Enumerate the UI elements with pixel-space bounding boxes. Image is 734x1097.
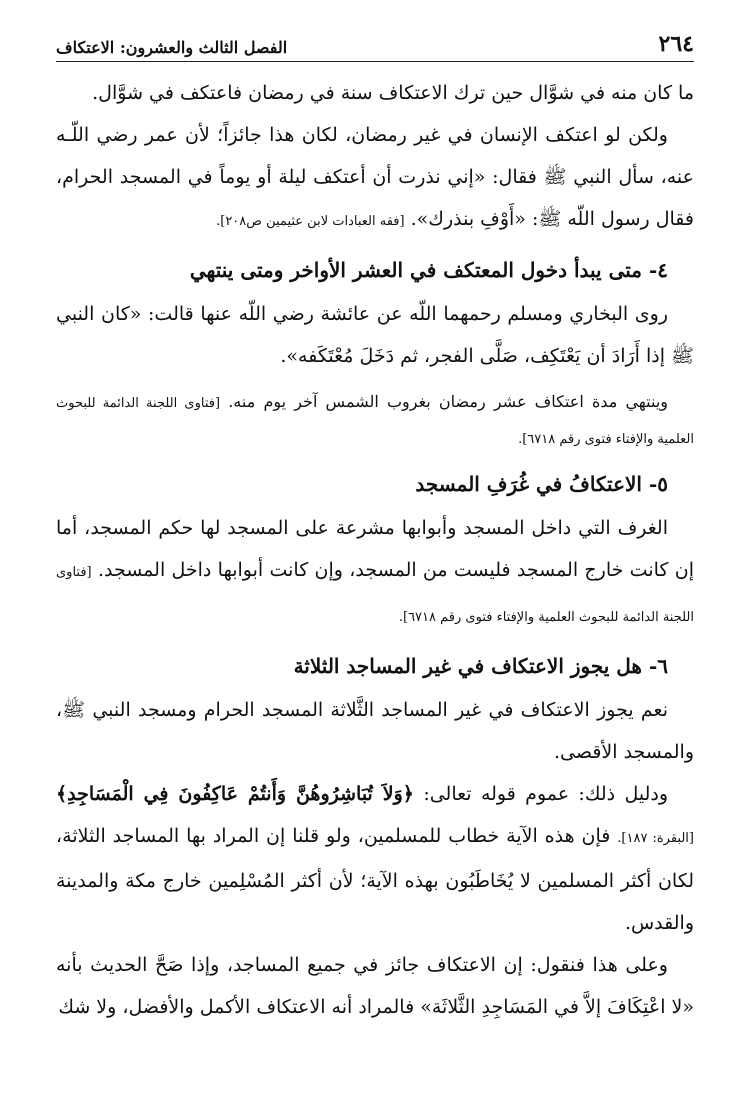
paragraph-5-reference: [فتاوى اللجنة الدائمة للبحوث العلمية والإفتاء فتوى رقم ٦٧١٨]. <box>56 565 694 625</box>
paragraph-2-text: ولكن لو اعتكف الإنسان في غير رمضان، لكان هذا جائزاً؛ لأن عمر رضي اللّـه عنه، سأل النبي ﷺ فقال: «إني نذرت أن أعتكف ليلة أو يوماً في المسجد الحرام، فقال رسول اللّه ﷺ: «أَوْفِ بنذرك». <box>56 124 694 230</box>
paragraph-7 <box>56 773 694 944</box>
paragraph-6: نعم يجوز الاعتكاف في غير المساجد الثَّلاثة المسجد الحرام ومسجد النبي ﷺ، والمسجد الأقصى. <box>56 699 694 763</box>
paragraph-4-reference: [فتاوى اللجنة الدائمة للبحوث العلمية والإفتاء فتوى رقم ٦٧١٨]. <box>56 396 694 447</box>
paragraph-7-rest: فإن هذه الآية خطاب للمسلمين، ولو قلنا إن المراد بها المساجد الثلاثة، لكان أكثر المسلمين لا يُخَاطَبُون بهذه الآية؛ لأن أكثر المُسْلِمين خارج مكة والمدينة والقدس. <box>56 825 694 934</box>
paragraph-7-intro: ودليل ذلك: عموم قوله تعالى: <box>423 783 669 805</box>
section-heading-5: ٥- الاعتكافُ في غُرَفِ المسجد <box>415 472 668 496</box>
page-content <box>56 72 694 1028</box>
running-title: الفصل الثالث والعشرون: الاعتكاف <box>56 38 288 57</box>
paragraph-5-text: الغرف التي داخل المسجد وأبوابها مشرعة على المسجد لها حكم المسجد، أما إن كانت خارج المسجد فليست من المسجد، وإن كانت أبوابها داخل المسجد. <box>56 517 694 581</box>
quran-verse: ﴿وَلاَ تُبَاشِرُوهُنَّ وَأَنتُمْ عَاكِفُونَ فِي الْمَسَاجِدِ﴾ <box>56 783 414 805</box>
paragraph-2 <box>56 114 694 243</box>
paragraph-8: وعلى هذا فنقول: إن الاعتكاف جائز في جميع المساجد، وإذا صَحَّ الحديث بأنه «لا اعْتِكَافَ إلاَّ في المَسَاجِدِ الثَّلاثَة» فالمراد أنه الاعتكاف الأكمل والأفضل، ولا شك <box>56 954 694 1018</box>
paragraph-4 <box>56 385 694 457</box>
section-heading-6: ٦- هل يجوز الاعتكاف في غير المساجد الثلاثة <box>293 654 668 678</box>
paragraph-3: روى البخاري ومسلم رحمهما اللّه عن عائشة رضي اللّه عنها قالت: «كان النبي ﷺ إذا أَرَادَ أن يَعْتَكِف، صَلَّى الفجر، ثم دَخَلَ مُعْتَكَفه». <box>56 303 694 367</box>
paragraph-5 <box>56 507 694 639</box>
page-number: ٢٦٤ <box>658 31 694 57</box>
paragraph-4-text: وينتهي مدة اعتكاف عشر رمضان بغروب الشمس آخر يوم منه. <box>228 392 668 411</box>
page-header <box>56 28 694 62</box>
paragraph-2-reference: [فقه العبادات لابن عثيمين ص٢٠٨]. <box>216 214 405 229</box>
paragraph-7-reference: [البقرة: ١٨٧]. <box>617 831 694 846</box>
paragraph-1: ما كان منه في شوَّال حين ترك الاعتكاف سنة في رمضان فاعتكف في شوَّال. <box>92 82 694 104</box>
section-heading-4: ٤- متى يبدأ دخول المعتكف في العشر الأواخر ومتى ينتهي <box>189 258 668 282</box>
